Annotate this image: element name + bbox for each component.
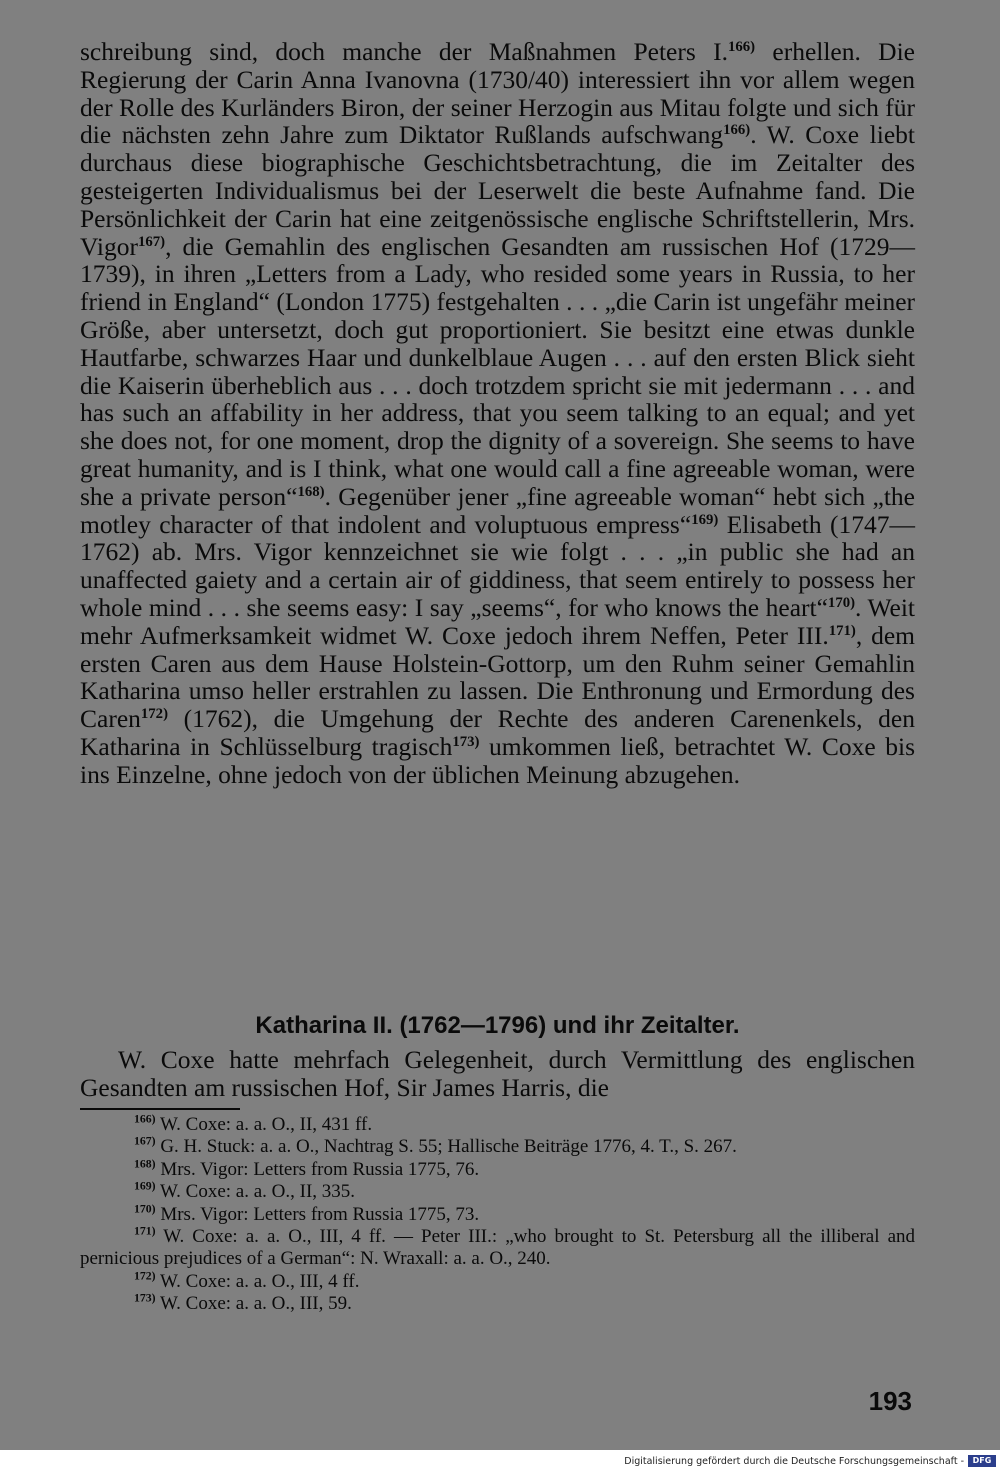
- text-run: (1762), die Umgehung der Rechte des anderen Carenenkels, den Katharina in Schlüsselburg tragisch: [80, 704, 915, 761]
- footnote-rule: [80, 1108, 240, 1110]
- footnote-ref: 171): [828, 622, 856, 639]
- text-run: . Gegenüber jener „fine agreeable woman“ hebt sich „the motley character of that indolent and voluptuous empress“: [80, 481, 915, 539]
- footnote-text: W. Coxe: a. a. O., III, 4 ff. — Peter III.: „who brought to St. Petersburg all the illiberal and pernicious prejudices of a German“: N. Wraxall: a. a. O., 240.: [80, 1226, 915, 1270]
- footnote-ref: 167): [137, 233, 166, 250]
- footnote-number: 173): [134, 1291, 156, 1305]
- footnote-number: 168): [134, 1157, 156, 1171]
- paragraph-2: [80, 1046, 915, 1102]
- footnote-ref: 170): [827, 594, 856, 611]
- footnote-number: 170): [134, 1202, 156, 1216]
- footnote-number: 172): [134, 1269, 156, 1283]
- paragraph-2-text: W. Coxe hatte mehrfach Gelegenheit, durch Vermittlung des englischen Gesandten am russischen Hof, Sir James Harris, die: [80, 1045, 915, 1102]
- footnote-ref: 166): [723, 122, 751, 139]
- footnote-text: W. Coxe: a. a. O., III, 4 ff.: [155, 1270, 360, 1292]
- footnote: [80, 1226, 915, 1271]
- footnote: [80, 1181, 915, 1203]
- footnote-ref: 173): [452, 733, 480, 750]
- footnote-text: W. Coxe: a. a. O., III, 59.: [155, 1293, 352, 1315]
- text-run: Elisabeth (1747—1762) ab. Mrs. Vigor kennzeichnet sie wie folgt . . . „in public she had an unaffected gaiety and a certain air of giddiness, that seem entirely to possess her whole mind . . . she seems easy: I say „seems“, for who knows the heart“: [80, 509, 915, 622]
- footnote: [80, 1204, 915, 1226]
- footer-credit: Digitalisierung gefördert durch die Deutsche Forschungsgemeinschaft -: [624, 1456, 964, 1467]
- dfg-logo: DFG: [968, 1455, 996, 1467]
- footer-bar: [0, 1450, 1000, 1473]
- paragraph-1: [80, 38, 915, 789]
- footnote-text: W. Coxe: a. a. O., II, 431 ff.: [155, 1114, 373, 1135]
- footnotes: [80, 1114, 915, 1316]
- footnote-text: Mrs. Vigor: Letters from Russia 1775, 76.: [155, 1158, 480, 1180]
- footnote-number: 171): [134, 1224, 156, 1238]
- text-run: . W. Coxe liebt durchaus diese biographische Geschichtsbetrachtung, die im Zeitalter des gesteigerten Individualismus bei der Leserwelt die beste Aufnahme fand. Die Persönlichkeit der Carin hat eine zeitgenössische englische Schriftstellerin, Mrs. Vigor: [80, 120, 915, 261]
- footnote-ref: 169): [691, 511, 719, 528]
- text-run: , dem ersten Caren aus dem Hause Holstein-Gottorp, um den Ruhm seiner Gemahlin Katharina umso heller erstrahlen zu lassen. Die Enthronung und Ermordung des Caren: [80, 620, 915, 734]
- footnote-text: Mrs. Vigor: Letters from Russia 1775, 73.: [155, 1203, 480, 1225]
- footnote: [80, 1159, 915, 1181]
- footnote-ref: 166): [727, 38, 756, 55]
- footnote: [80, 1271, 915, 1293]
- page-number: 193: [868, 1386, 912, 1416]
- footnote-number: 167): [134, 1135, 156, 1149]
- main-text: [80, 38, 915, 789]
- text-run: , die Gemahlin des englischen Gesandten am russischen Hof (1729—1739), in ihren „Letters from a Lady, who resided some years in Russia, to her friend in England“ (London 1775) festgehalten . . . „die Carin ist ungefähr meiner Größe, aber untersetzt, doch gut proportioniert. Sie besitzt eine etwas dunkle Hautfarbe, schwarzes Haar und dunkelblaue Augen . . . auf den ersten Blick sieht die Kaiserin überheblich aus . . . doch trotzdem spricht sie mit jedermann . . . and has such an affability in her address, that you seem talking to an equal; and yet she does not, for one moment, drop the dignity of a sovereign. She seems to have great humanity, and is I think, what one would call a fine agreeable woman, were she a private person“: [80, 231, 915, 511]
- text-run: . Weit mehr Aufmerksamkeit widmet W. Coxe jedoch ihrem Neffen, Peter III.: [80, 592, 915, 650]
- section-heading: Katharina II. (1762—1796) und ihr Zeitalter.: [255, 1012, 740, 1039]
- footnote: [80, 1136, 915, 1158]
- footnote: [80, 1114, 915, 1136]
- footnote-number: 169): [134, 1179, 156, 1193]
- footnote-number: 166): [134, 1112, 156, 1126]
- footnote-text: W. Coxe: a. a. O., II, 335.: [155, 1181, 356, 1203]
- footnote-ref: 172): [140, 705, 168, 722]
- footnote: [80, 1293, 915, 1315]
- text-run: umkommen ließ, betrachtet W. Coxe bis ins Einzelne, ohne jedoch von der üblichen Meinung abzugehen.: [80, 731, 915, 789]
- footnote-ref: 168): [297, 483, 325, 500]
- text-run: erhellen. Die Regierung der Carin Anna Ivanovna (1730/40) interessiert ihn vor allem wegen der Rolle des Kurländers Biron, der seiner Herzogin aus Mitau folgte und sich für die nächsten zehn Jahre zum Diktator Rußlands aufschwang: [80, 37, 915, 150]
- footnote-text: G. H. Stuck: a. a. O., Nachtrag S. 55; Hallische Beiträge 1776, 4. T., S. 267.: [155, 1136, 737, 1158]
- text-run: schreibung sind, doch manche der Maßnahmen Peters I.: [80, 37, 728, 66]
